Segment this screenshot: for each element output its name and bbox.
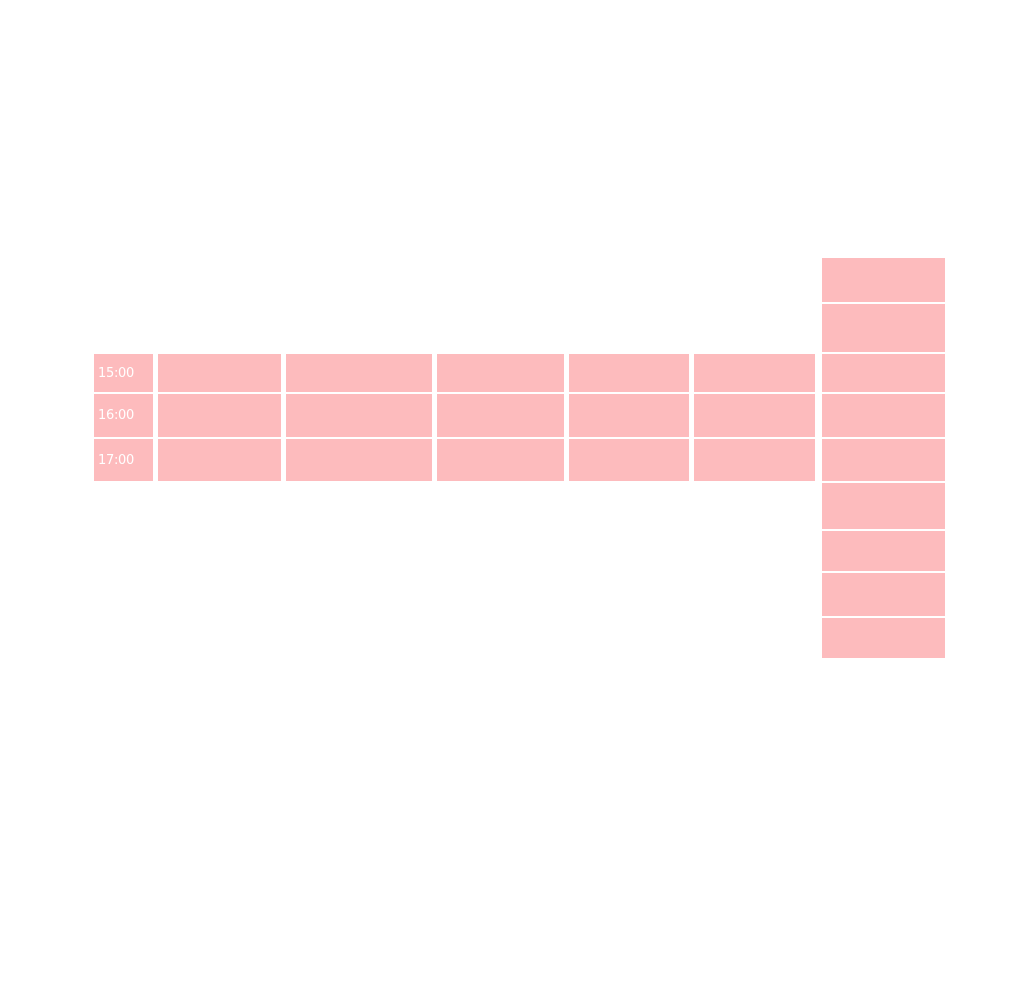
schedule-slot[interactable] [437, 394, 564, 437]
schedule-slot[interactable] [158, 394, 281, 437]
schedule-slot[interactable] [158, 354, 281, 392]
schedule-slot[interactable] [694, 439, 815, 481]
time-slot-cell [94, 439, 153, 481]
schedule-slot[interactable] [437, 439, 564, 481]
schedule-slot[interactable] [694, 394, 815, 437]
schedule-slot[interactable] [822, 531, 945, 571]
schedule-slot[interactable] [286, 439, 432, 481]
schedule-slot[interactable] [158, 439, 281, 481]
schedule-slot[interactable] [822, 304, 945, 352]
time-slot-cell [94, 394, 153, 437]
schedule-slot[interactable] [822, 439, 945, 481]
schedule-slot[interactable] [822, 618, 945, 658]
schedule-slot[interactable] [822, 573, 945, 616]
schedule-slot[interactable] [569, 354, 689, 392]
schedule-slot[interactable] [822, 483, 945, 529]
schedule-slot[interactable] [694, 354, 815, 392]
schedule-slot[interactable] [569, 394, 689, 437]
time-label: 17:00 [98, 453, 134, 468]
time-label: 15:00 [98, 366, 134, 381]
time-label: 16:00 [98, 408, 134, 423]
schedule-slot[interactable] [286, 354, 432, 392]
schedule-slot[interactable] [822, 258, 945, 302]
time-slot-cell [94, 354, 153, 392]
schedule-slot[interactable] [569, 439, 689, 481]
schedule-slot[interactable] [437, 354, 564, 392]
schedule-slot[interactable] [286, 394, 432, 437]
schedule-slot[interactable] [822, 394, 945, 437]
schedule-slot[interactable] [822, 354, 945, 392]
